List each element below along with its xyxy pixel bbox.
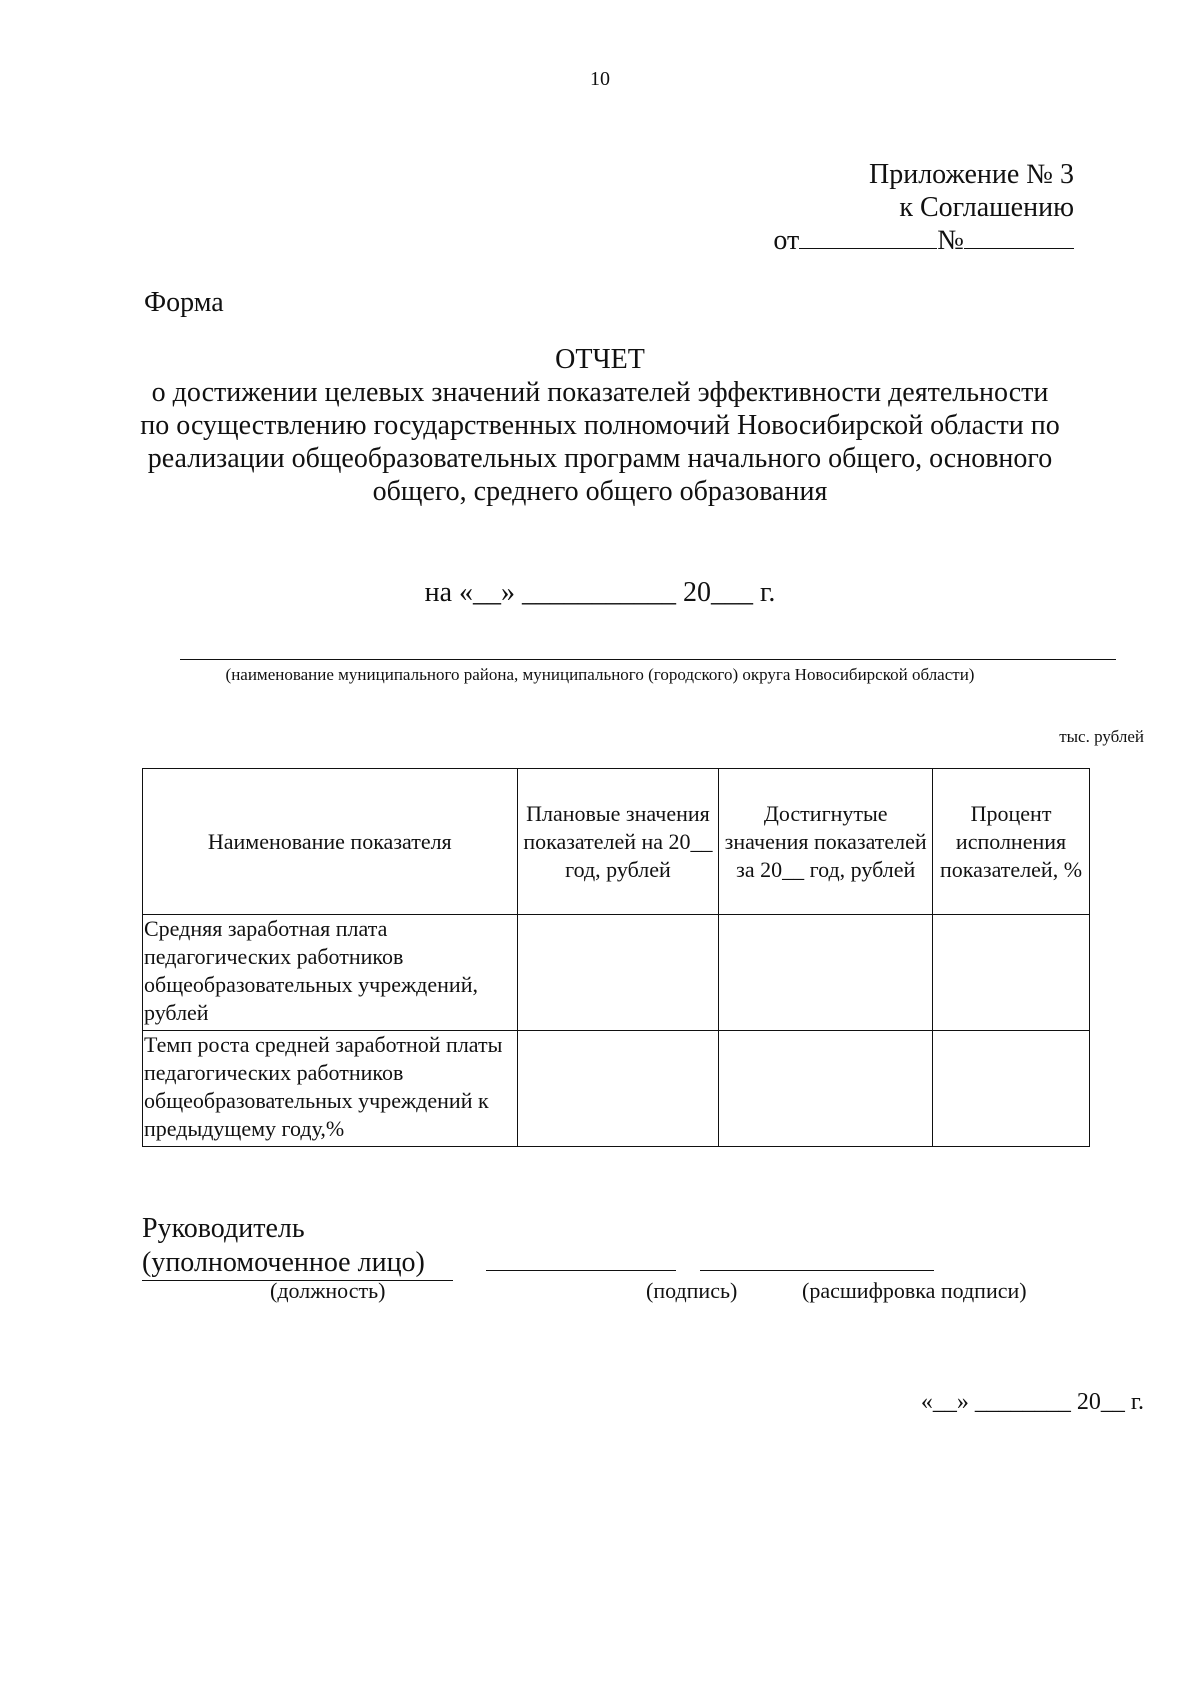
signature-decoding-blank-line <box>700 1270 934 1271</box>
signature-block <box>142 1212 453 1281</box>
report-subtitle-line: о достижении целевых значений показателей эффективности деятельности <box>151 377 1049 408</box>
appendix-date-blank <box>799 226 937 249</box>
report-heading: ОТЧЕТ <box>555 344 645 375</box>
row-planned-cell <box>517 1031 719 1147</box>
row-indicator-name: Средняя заработная плата педагогических работников общеобразовательных учреждений, рублей <box>143 915 518 1031</box>
signature-caption: (подпись) <box>646 1278 738 1303</box>
appendix-block <box>773 158 1074 257</box>
appendix-agreement: к Соглашению <box>899 192 1074 223</box>
appendix-number-blank <box>964 226 1074 249</box>
signing-date: «__» ________ 20__ г. <box>920 1389 1144 1415</box>
header-achieved-values: Достигнутые значения показателей за 20__ год, рублей <box>719 769 933 915</box>
manager-subtitle: (уполномоченное лицо) <box>142 1246 453 1281</box>
indicators-table <box>142 768 1090 1147</box>
table-header-row <box>143 769 1090 915</box>
municipality-blank-line <box>180 659 1116 660</box>
report-date-line: на «__» ___________ 20___ г. <box>424 577 776 608</box>
report-subtitle-line: по осуществлению государственных полномочий Новосибирской области по <box>140 410 1060 441</box>
row-planned-cell <box>517 915 719 1031</box>
header-percent: Процент исполнения показателей, % <box>933 769 1090 915</box>
row-indicator-name: Темп роста средней заработной платы педагогических работников общеобразовательных учреждений к предыдущему году,% <box>143 1031 518 1147</box>
position-caption: (должность) <box>270 1278 386 1303</box>
report-subtitle-line: реализации общеобразовательных программ начального общего, основного <box>147 443 1053 474</box>
units-label: тыс. рублей <box>1059 727 1144 746</box>
page-number: 10 <box>590 68 610 90</box>
form-label: Форма <box>144 287 224 318</box>
header-planned-values: Плановые значения показателей на 20__ год, рублей <box>517 769 719 915</box>
signature-blank-line <box>486 1270 676 1271</box>
table-row <box>143 915 1090 1031</box>
report-title <box>0 343 1200 508</box>
manager-title: Руководитель <box>142 1213 305 1244</box>
table-row <box>143 1031 1090 1147</box>
municipality-caption: (наименование муниципального района, муниципального (городского) округа Новосибирской области) <box>225 665 975 684</box>
header-indicator-name: Наименование показателя <box>143 769 518 915</box>
appendix-title: Приложение № 3 <box>869 159 1074 190</box>
appendix-number-sign: № <box>937 225 964 256</box>
row-achieved-cell <box>719 1031 933 1147</box>
row-percent-cell <box>933 915 1090 1031</box>
row-achieved-cell <box>719 915 933 1031</box>
decoding-caption: (расшифровка подписи) <box>802 1278 1027 1303</box>
appendix-date-number <box>773 224 1074 257</box>
appendix-from-prefix: от <box>773 225 800 256</box>
row-percent-cell <box>933 1031 1090 1147</box>
report-subtitle-line: общего, среднего общего образования <box>372 476 828 507</box>
